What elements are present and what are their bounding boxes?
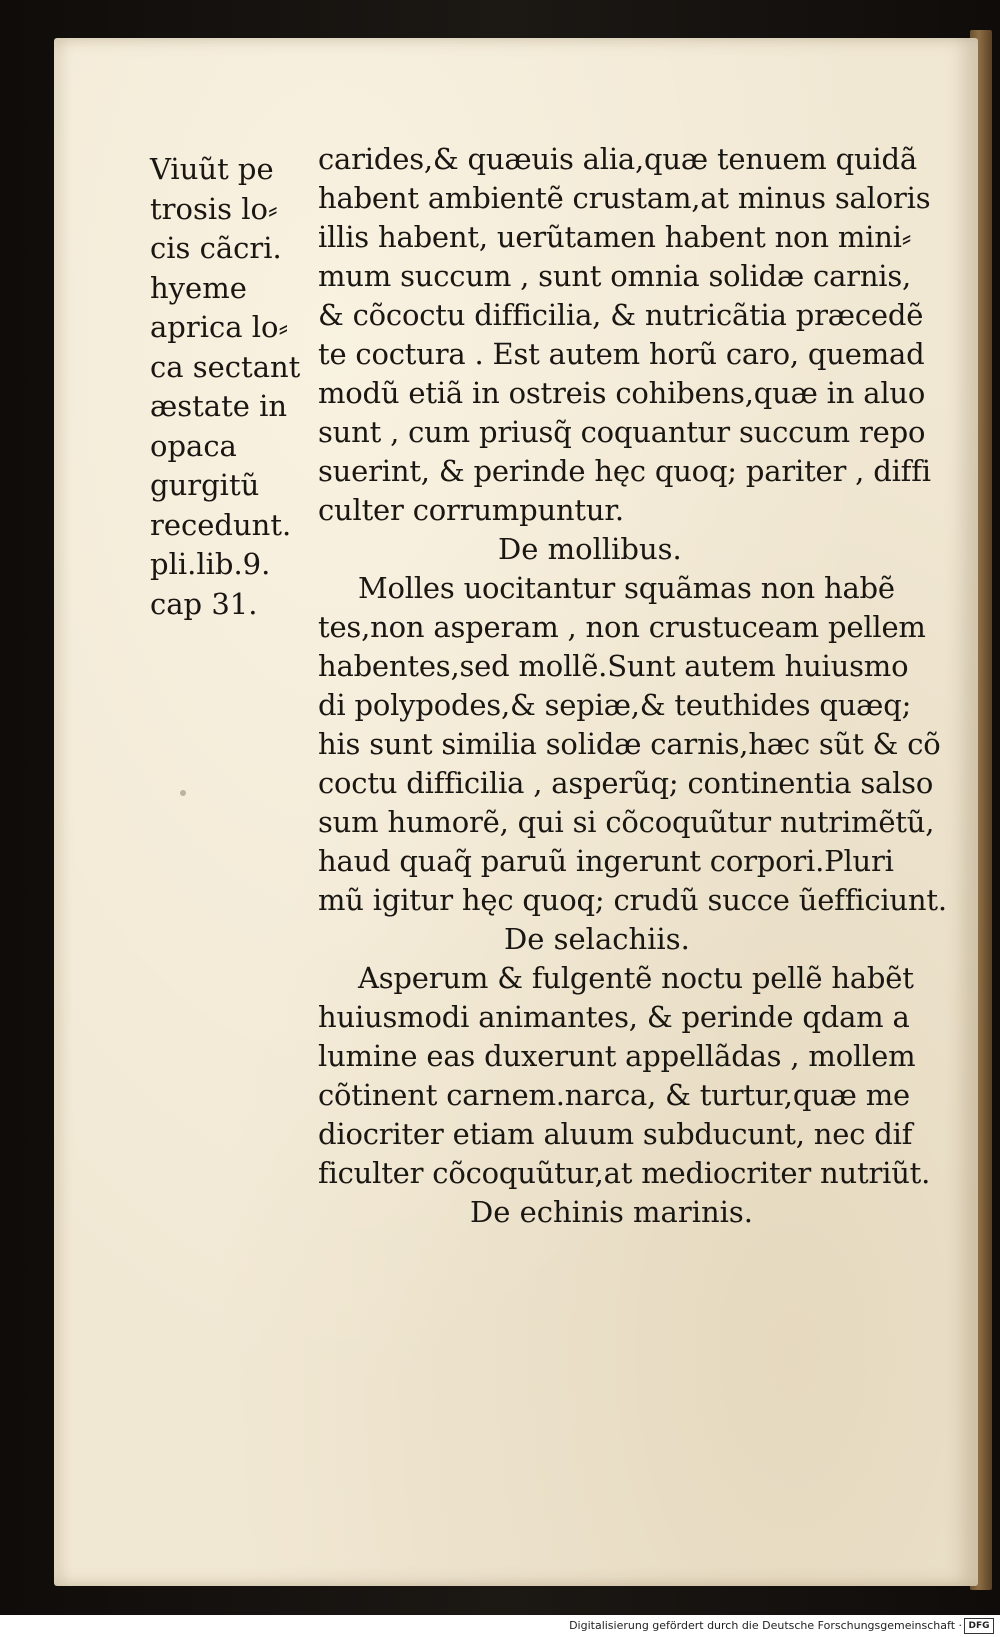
text-line: mum succum , sunt omnia solidæ carnis, [318,259,912,293]
margin-notes [150,150,310,624]
margin-note-line: trosis lo⸗ [150,191,278,226]
margin-note-line: opaca [150,428,237,463]
text-line: illis habent, uerũtamen habent non mini⸗ [318,220,912,254]
margin-note-line: cap 31. [150,586,258,621]
paper-spot [180,790,186,796]
text-line: Asperum & fulgentẽ noctu pellẽ habẽt [358,961,914,995]
text-line: sum humorẽ, qui si cõcoquũtur nutrimẽtũ, [318,805,935,839]
margin-note-line: ca sectant [150,349,301,384]
text-line: habentes,sed mollẽ.Sunt autem huiusmo [318,649,909,683]
text-line: culter corrumpuntur. [318,493,624,527]
margin-note-line: Viuũt pe [150,152,274,186]
section-heading-echinis: De echinis marinis. [470,1195,754,1229]
main-text-column [318,140,947,1232]
text-line: sunt , cum priusq̃ coquantur succum repo [318,415,926,449]
text-line: Molles uocitantur squãmas non habẽ [358,571,895,605]
footer-bar [0,1615,1000,1637]
margin-note-line: aprica lo⸗ [150,310,289,344]
text-line: diocriter etiam aluum subducunt, nec dif [318,1117,913,1151]
text-line: te coctura . Est autem horũ caro, quemad [318,337,925,371]
text-line: tes,non asperam , non crustuceam pellem [318,610,926,644]
text-line: mũ igitur hęc quoq; crudũ succe ũefficiunt. [318,883,947,917]
text-line: ficulter cõcoquũtur,at mediocriter nutriũt. [318,1156,931,1190]
text-line: & cõcoctu difficilia, & nutricãtia præcedẽ [318,298,924,332]
text-line: lumine eas duxerunt appellãdas , mollem [318,1039,916,1073]
margin-note-line: pli.lib.9. [150,547,271,581]
margin-note-line: hyeme [150,270,247,305]
text-line: modũ etiã in ostreis cohibens,quæ in aluo [318,376,926,410]
text-line: coctu difficilia , asperũq; continentia salso [318,766,934,800]
dfg-logo-icon: DFG [964,1618,994,1634]
margin-note-line: gurgitũ [150,468,260,502]
section-heading-selachiis: De selachiis. [504,922,690,956]
text-line: habent ambientẽ crustam,at minus saloris [318,181,931,215]
text-line: di polypodes,& sepiæ,& teuthides quæq; [318,688,912,722]
margin-note-line: cis cãcri. [150,231,282,265]
text-line: carides,& quæuis alia,quæ tenuem quidã [318,142,917,176]
footer-credit: Digitalisierung gefördert durch die Deutsche Forschungsgemeinschaft · [569,1619,962,1632]
text-line: haud quaq̃ paruũ ingerunt corpori.Pluri [318,844,894,878]
text-line: cõtinent carnem.narca, & turtur,quæ me [318,1078,910,1112]
margin-note-line: recedunt. [150,507,292,542]
section-heading-mollibus: De mollibus. [498,532,682,566]
text-line: huiusmodi animantes, & perinde qdam a [318,1000,910,1034]
margin-note-line: æstate in [150,389,288,423]
text-line: his sunt similia solidæ carnis,hæc sũt & cõ [318,727,941,761]
text-line: suerint, & perinde hęc quoq; pariter , diffi [318,454,931,488]
